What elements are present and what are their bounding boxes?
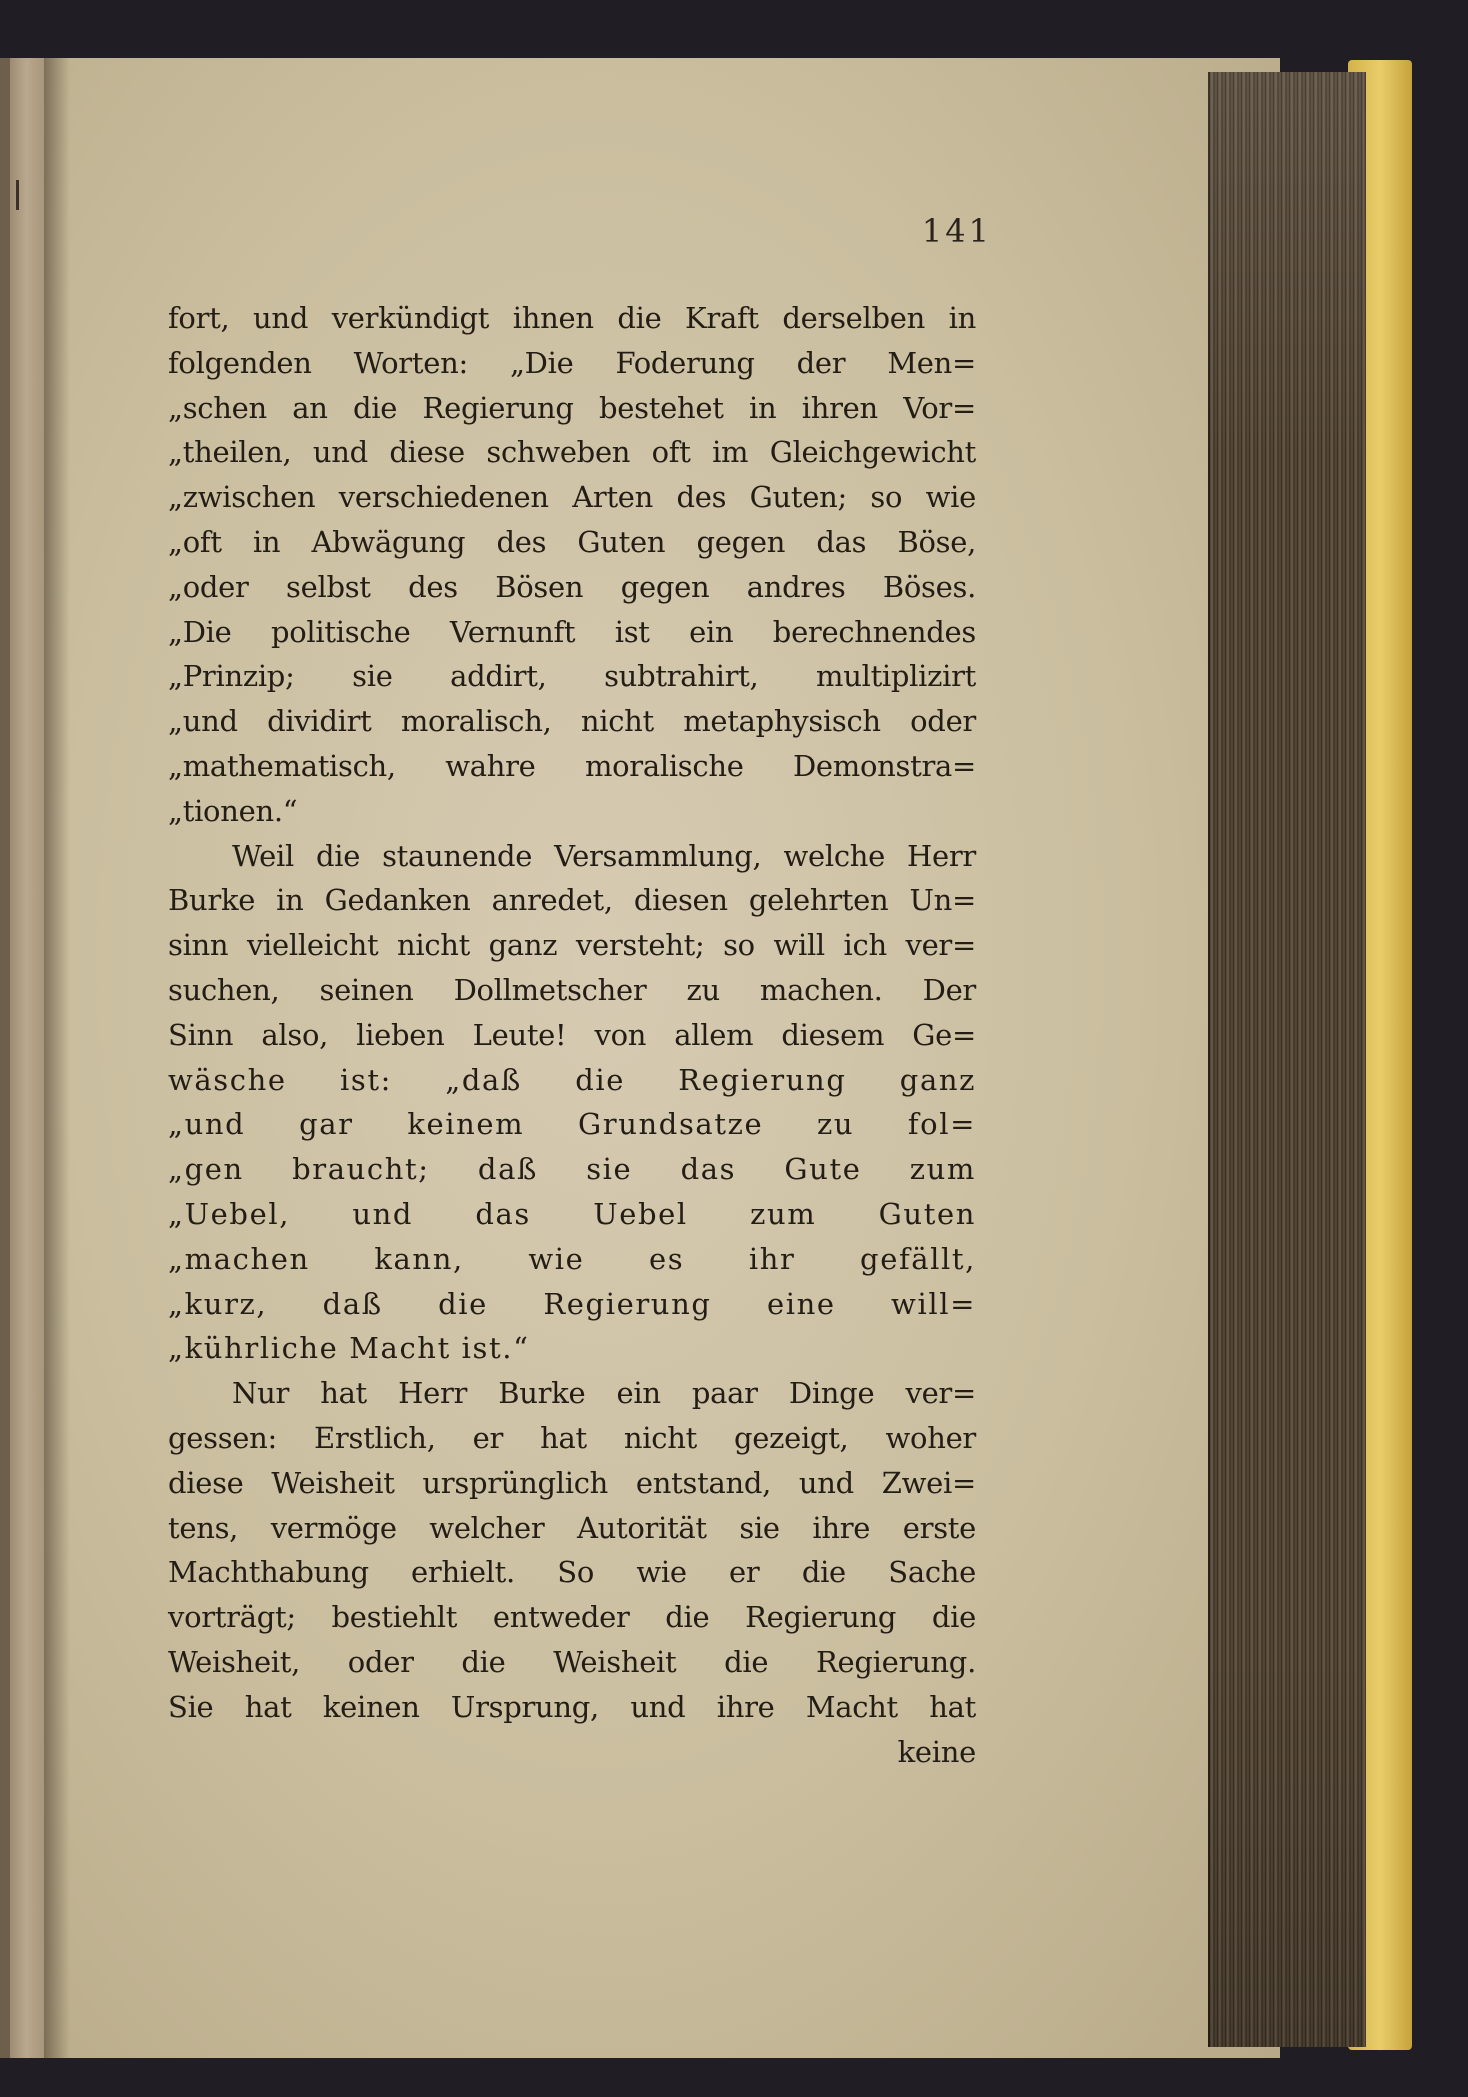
text-line: „Uebel, und das Uebel zum Guten [168, 1196, 976, 1231]
text-line: „machen kann, wie es ihr gefällt, [168, 1241, 976, 1276]
text-line: wäsche ist: „daß die Regierung ganz [168, 1062, 976, 1097]
text-line: suchen, seinen Dollmetscher zu machen. Der [168, 972, 976, 1007]
catchword: keine [897, 1734, 976, 1769]
text-line: „schen an die Regierung bestehet in ihren Vor= [168, 390, 976, 425]
text-line: „und gar keinem Grundsatze zu fol= [168, 1107, 976, 1142]
text-line: Weisheit, oder die Weisheit die Regierung. [168, 1644, 976, 1679]
text-line: „Prinzip; sie addirt, subtrahirt, multiplizirt [168, 659, 976, 694]
facing-page-shadow [0, 58, 10, 2058]
text-line: Machthabung erhielt. So wie er die Sache [168, 1555, 976, 1590]
text-line: „kührliche Macht ist.“ [168, 1331, 530, 1366]
text-line: vorträgt; bestiehlt entweder die Regierung die [168, 1600, 976, 1635]
text-line: Nur hat Herr Burke ein paar Dinge ver= [232, 1376, 976, 1411]
text-line: gessen: Erstlich, er hat nicht gezeigt, woher [168, 1420, 976, 1455]
page-number: 141 [921, 212, 992, 250]
text-line: „gen braucht; daß sie das Gute zum [168, 1152, 976, 1187]
catchword-row [168, 1730, 976, 1775]
text-line: „und dividirt moralisch, nicht metaphysisch oder [168, 704, 976, 739]
text-line: folgenden Worten: „Die Foderung der Men= [168, 345, 976, 380]
text-line: tens, vermöge welcher Autorität sie ihre erste [168, 1510, 976, 1545]
page-text [168, 296, 976, 1774]
text-line: „mathematisch, wahre moralische Demonstra= [168, 748, 976, 783]
text-line: diese Weisheit ursprünglich entstand, und Zwei= [168, 1465, 976, 1500]
text-line: sinn vielleicht nicht ganz versteht; so will ich ver= [168, 928, 976, 963]
margin-mark [16, 180, 19, 210]
text-line: „Die politische Vernunft ist ein berechnendes [168, 614, 976, 649]
text-line: „theilen, und diese schweben oft im Gleichgewicht [168, 435, 976, 470]
text-line: Burke in Gedanken anredet, diesen gelehrten Un= [168, 883, 976, 918]
text-line: Sinn also, lieben Leute! von allem diesem Ge= [168, 1017, 976, 1052]
text-line: Weil die staunende Versammlung, welche Herr [232, 838, 976, 873]
text-line: „tionen.“ [168, 793, 298, 828]
text-line: fort, und verkündigt ihnen die Kraft derselben in [168, 301, 976, 335]
page-stack-shade [1208, 72, 1364, 2047]
text-line: „oder selbst des Bösen gegen andres Böses. [168, 569, 976, 604]
page-gutter-shadow [44, 58, 70, 2058]
text-line: „oft in Abwägung des Guten gegen das Böse, [168, 524, 976, 559]
text-line: Sie hat keinen Ursprung, und ihre Macht hat [168, 1689, 976, 1724]
text-line: „zwischen verschiedenen Arten des Guten; so wie [168, 480, 976, 515]
text-line: „kurz, daß die Regierung eine will= [168, 1286, 976, 1321]
